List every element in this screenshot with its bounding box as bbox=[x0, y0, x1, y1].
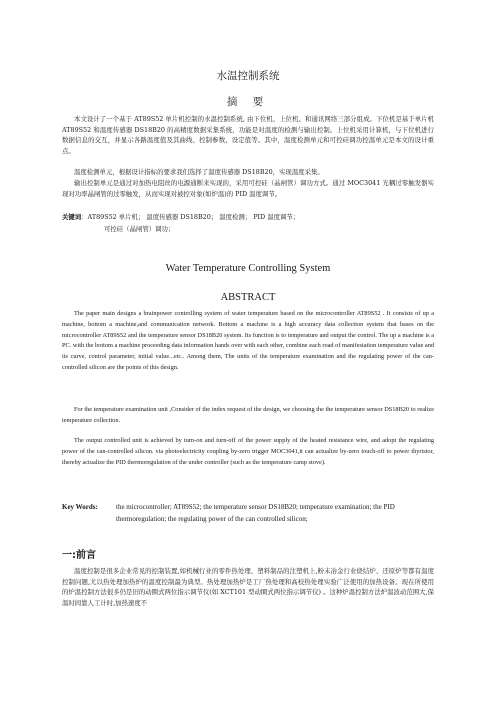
keywords-label-en: Key Words: bbox=[62, 503, 98, 511]
abstract-paragraph-cn-3: 输出控制单元是通过对加热电阻丝的电源通断来实现的，采用可控硅（晶闸管）调功方式。通过 MOC3041 光耦过零触发器实现对功率晶闸管的过零触发，从而实现对被控对象(如炉温)的 PID 温度调节。 bbox=[62, 179, 434, 198]
document-title: 水温控制系统 bbox=[216, 70, 280, 82]
abstract-heading-en: ABSTRACT bbox=[220, 292, 276, 303]
keywords-line-cn-1: ：AT89S52 单片机； 温度传感器 DS18B20； 温度检测； PID 温度调节； bbox=[81, 213, 300, 221]
keywords-en bbox=[62, 502, 434, 525]
intro-paragraph-1: 温度控制是很多企业常见的控制装置,如机械行业的零件热处理、塑料制品的注塑机上,粉末冶金行业烧结炉、还原炉等都有温度控制问题,尤以热处理加热炉的温度控制最为典型。热处理加热炉是工厂热处理和高校热处理实验广泛使用的加热设备。现在所使用的炉温控制方法很多仍是旧的动圈式两位指示调节仪(如 XCT101 型动圈式两位指示调节仪) 。这种炉温控制方法炉温波动范围大,保温时间靠人工计时,加热速度不 bbox=[62, 567, 434, 607]
abstract-paragraph-en-3: The output controlled unit is achieved by turn-on and turn-off of the power supply of the heated resistance wire, and adopt the regulating power of the can-controlled silicon. via photoelectricity coupling by-zero trigger MOC3041,it can actualize by-zero touch-off to power thyristor, thereby actualize the PID thermoregulation of the under controller (such as the temperature camp stove). bbox=[62, 437, 434, 466]
keywords-cn bbox=[62, 211, 434, 235]
abstract-paragraph-cn-2: 温度检测单元，根据设计指标的要求我们选择了温度传感器 DS18B20，实现温度采集。 bbox=[74, 168, 324, 176]
keywords-label-cn: 关键词 bbox=[62, 213, 82, 221]
abstract-paragraph-cn-1: 本文设计了一个基于 AT89S52 单片机控制的水温控制系统, 由下位机、上位机、和通讯网络三部分组成。下位机是基于单片机 AT89S52 和温度传感器 DS18B20 的高精度数据采集系统，功能是对温度的检测与输出控制。上位机采用计算机，与下位机进行数据信息的交互，并显示各路温度值及其曲线、控制参数、设定值等。其中，温度检测单元和可控硅调功控温单元是本文的设计重点。 bbox=[62, 115, 434, 155]
keywords-line-cn-2: 可控硅（晶闸管）调功； bbox=[104, 225, 175, 233]
section-heading-intro: 一:前言 bbox=[62, 550, 96, 561]
english-title: Water Temperature Controlling System bbox=[165, 263, 331, 274]
abstract-paragraph-en-1: The paper main designs a brainpower controlling system of water temperature based on the microcontroller AT89S52 . It consists of up a machine, bottom a machine,and communication network. Bottom a machine is a high accuracy data collection system that bases on the microcontroller AT89S52 and the temperature sensor DS18B20 system. Its function is to temperature and output the control. The up a machine is a PC. with the bottom a machine proceeding data information hands over with each other, combine each road of manifestation temperature value and its curve, control parameter, initial value...etc.. Among them, The units of the temperature examination and the regulating power of the can-controlled silicon are the points of this design. bbox=[62, 310, 434, 371]
keywords-body-en: the microcontroller; AT89S52; the temperature sensor DS18B20; temperature examination; the PID thermoregulation; the regulating power of the can controlled silicon; bbox=[116, 503, 395, 523]
abstract-heading-cn: 摘 要 bbox=[226, 96, 270, 108]
abstract-paragraph-en-2: For the temperature examination unit ,Consider of the index request of the design, we choosing the the temperature sensor DS18B20 to realize temperature collection. bbox=[62, 406, 434, 424]
